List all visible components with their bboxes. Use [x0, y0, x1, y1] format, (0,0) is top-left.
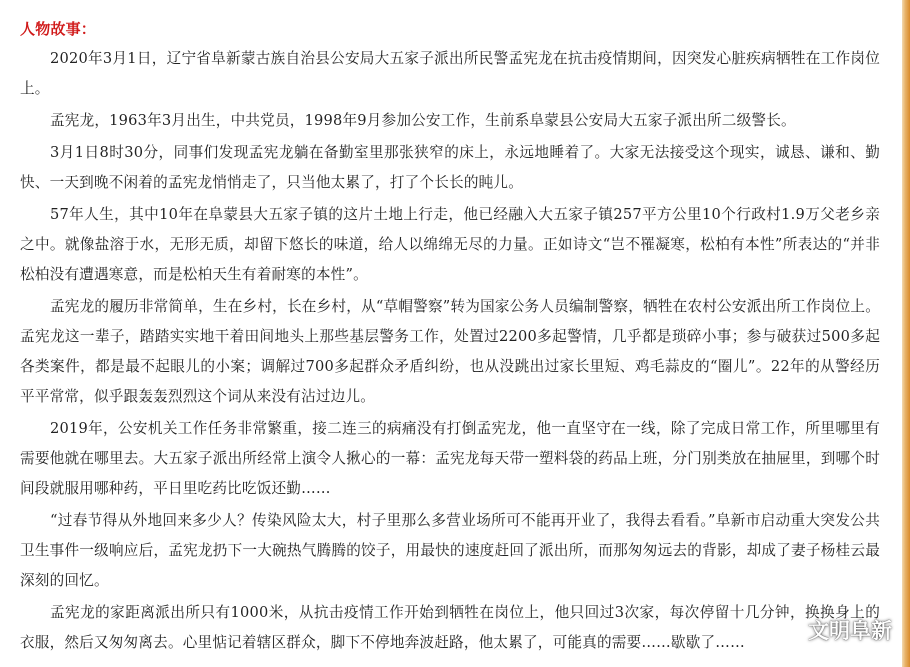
paragraph-4: 57年人生，其中10年在阜蒙县大五家子镇的这片土地上行走，他已经融入大五家子镇257平方公里10个行政村1.9万父老乡亲之中。就像盐溶于水，无形无质，却留下悠长的味道，给人以绵绵无尽的力量。正如诗文“岂不罹凝寒，松柏有本性”所表达的“并非松柏没有遭遇寒意，而是松柏天生有着耐寒的本性”。 [20, 206, 880, 283]
section-title: 人物故事： [20, 20, 97, 38]
article-content [20, 14, 880, 660]
watermark-text: 文明阜新 [808, 619, 892, 643]
watermark [772, 615, 892, 645]
right-decorative-border [902, 0, 910, 667]
paragraph-7: “过春节得从外地回来多少人？传染风险太大，村子里那么多营业场所可不能再开业了，我得去看看。”阜新市启动重大突发公共卫生事件一级响应后，孟宪龙扔下一大碗热气腾腾的饺子，用最快的速度赶回了派出所，而那匆匆远去的背影，却成了妻子杨桂云最深刻的回忆。 [20, 512, 880, 589]
paragraph-5: 孟宪龙的履历非常简单，生在乡村，长在乡村，从“草帽警察”转为国家公务人员编制警察，牺牲在农村公安派出所工作岗位上。孟宪龙这一辈子，踏踏实实地干着田间地头上那些基层警务工作，处置过2200多起警情，几乎都是琐碎小事；参与破获过500多起各类案件，都是最不起眼儿的小案；调解过700多起群众矛盾纠纷，也从没跳出过家长里短、鸡毛蒜皮的“圈儿”。22年的从警经历平平常常，似乎跟轰轰烈烈这个词从来没有沾过边儿。 [20, 298, 880, 405]
paragraph-6: 2019年，公安机关工作任务非常繁重，接二连三的病痛没有打倒孟宪龙，他一直坚守在一线，除了完成日常工作，所里哪里有需要他就在哪里去。大五家子派出所经常上演令人揪心的一幕：孟宪龙每天带一塑料袋的药品上班，分门别类放在抽屉里，到哪个时间段就服用哪种药，平日里吃药比吃饭还勤…… [20, 420, 880, 497]
paragraph-3: 3月1日8时30分，同事们发现孟宪龙躺在备勤室里那张狭窄的床上，永远地睡着了。大家无法接受这个现实，诚恳、谦和、勤快、一天到晚不闲着的孟宪龙悄悄走了，只当他太累了，打了个长长的盹儿。 [20, 144, 880, 191]
wechat-icon [772, 617, 802, 643]
paragraph-2: 孟宪龙，1963年3月出生，中共党员，1998年9月参加公安工作，生前系阜蒙县公安局大五家子派出所二级警长。 [50, 112, 796, 129]
paragraph-8: 孟宪龙的家距离派出所只有1000米，从抗击疫情工作开始到牺牲在岗位上，他只回过3次家，每次停留十几分钟，换换身上的衣服，然后又匆匆离去。心里惦记着辖区群众，脚下不停地奔波赶路，他太累了，可能真的需要……歇歇了…… [20, 604, 880, 651]
paragraph-1: 2020年3月1日，辽宁省阜新蒙古族自治县公安局大五家子派出所民警孟宪龙在抗击疫情期间，因突发心脏疾病牺牲在工作岗位上。 [20, 50, 880, 97]
